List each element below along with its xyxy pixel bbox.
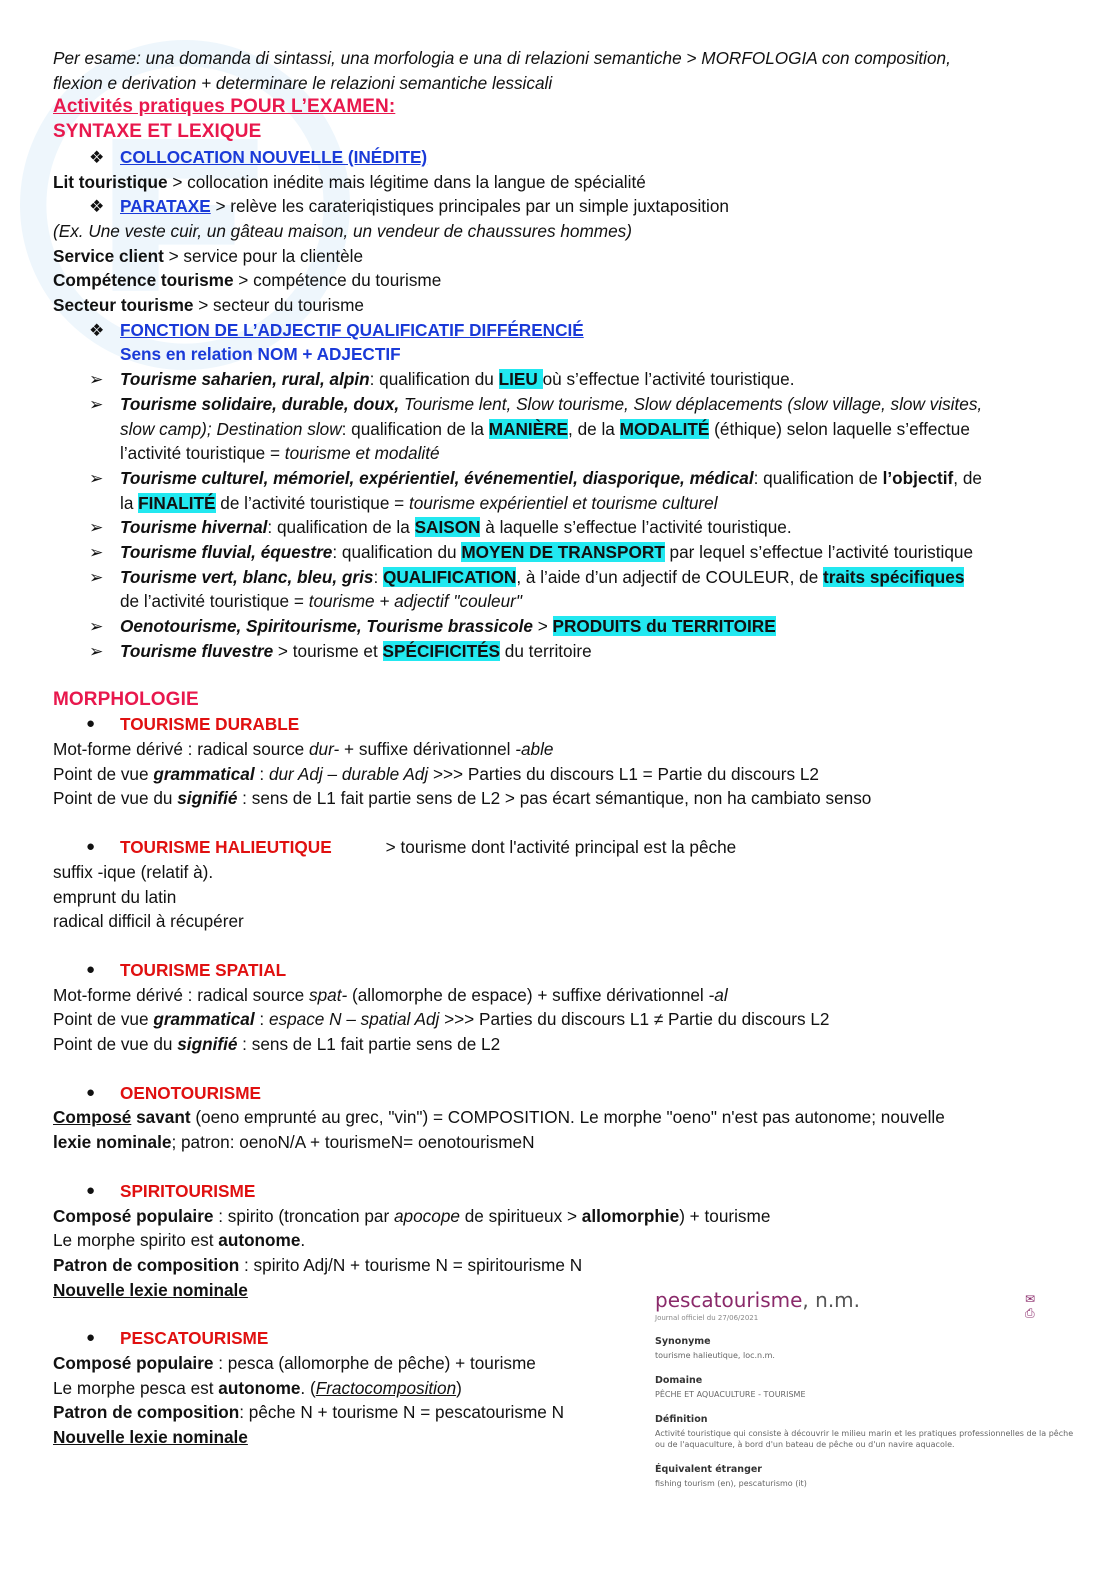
colloc-heading-link[interactable]: COLLOCATION NOUVELLE (INÉDITE): [120, 146, 428, 167]
spatial-heading-row: ● TOURISME SPATIAL: [53, 958, 1063, 983]
fonction-heading-row: [53, 318, 1063, 343]
parataxe-heading-row: ❖ PARATAXE > relève les carateriqistiques principales par un simple juxtaposition: [53, 194, 1063, 219]
durable-line-3: Point de vue du signifié : sens de L1 fait partie sens de L2 > pas écart sémantique, non ha cambiato senso: [53, 788, 872, 809]
spatial-line-1: Mot-forme dérivé : radical source spat- (allomorphe de espace) + suffixe dérivationnel -al: [53, 984, 728, 1005]
halieutique-heading-row: ● TOURISME HALIEUTIQUE > tourisme dont l'activité principal est la pêche: [53, 835, 1063, 860]
oeno-line-2: lexie nominale; patron: oenoN/A + tourismeN= oenotourismeN: [53, 1132, 535, 1153]
parataxe-heading-link[interactable]: PARATAXE: [120, 196, 211, 217]
arrow-bullet-icon: ➢: [89, 566, 104, 587]
arrow-item-produits: ➢ Oenotourisme, Spiritourisme, Tourisme brassicole > PRODUITS du TERRITOIRE: [53, 614, 1063, 639]
arrow-bullet-icon: ➢: [89, 369, 104, 390]
pesca-line-4: Nouvelle lexie nominale: [53, 1427, 248, 1448]
pesca-line-1: Composé populaire : pesca (allomorphe de pêche) + tourisme: [53, 1353, 536, 1374]
card-domaine-value: PÊCHE ET AQUACULTURE - TOURISME: [655, 1390, 806, 1399]
intro-line-1: Per esame: una domanda di sintassi, una morfologia e una di relazioni semantiche > MORFOLOGIA con composition,: [53, 48, 951, 68]
card-synonyme-value: tourisme halieutique, loc.n.m.: [655, 1351, 775, 1360]
spatial-line-3: Point de vue du signifié : sens de L1 fait partie sens de L2: [53, 1034, 501, 1055]
spatial-line-2: Point de vue grammatical : espace N – spatial Adj >>> Parties du discours L1 ≠ Partie du discours L2: [53, 1009, 830, 1030]
arrow-item-couleur: ➢ Tourisme vert, blanc, bleu, gris: QUALIFICATION, à l’aide d’un adjectif de COULEUR, de traits spécifiques de l’activité touristique = tourisme + adjectif "couleur": [89, 566, 965, 612]
spirit-heading-row: ● SPIRITOURISME: [53, 1179, 1063, 1204]
card-equivalent-label: Équivalent étranger: [655, 1464, 762, 1475]
card-domaine-label: Domaine: [655, 1375, 703, 1386]
card-definition-label: Définition: [655, 1414, 708, 1425]
arrow-item-transport: ➢ Tourisme fluvial, équestre: qualification du MOYEN DE TRANSPORT par lequel s’effectue l’activité touristique: [53, 540, 1063, 565]
fonction-sub: Sens en relation NOM + ADJECTIF: [120, 344, 401, 365]
arrow-bullet-icon: ➢: [89, 616, 104, 637]
dictionary-card: [655, 1288, 1075, 1489]
dot-bullet-icon: ●: [86, 1083, 96, 1101]
diamond-bullet-icon: ❖: [89, 196, 105, 217]
document-body: [53, 46, 1063, 1450]
dot-bullet-icon: ●: [86, 715, 96, 733]
parataxe-item: Compétence tourisme > compétence du tourisme: [53, 270, 442, 291]
arrow-bullet-icon: ➢: [89, 467, 104, 488]
parataxe-example: (Ex. Une veste cuir, un gâteau maison, un vendeur de chaussures hommes): [53, 220, 632, 241]
spirit-line-3: Patron de composition : spirito Adj/N + tourisme N = spiritourisme N: [53, 1254, 583, 1275]
card-source: Journal officiel du 27/06/2021: [655, 1314, 759, 1322]
parataxe-item: Secteur tourisme > secteur du tourisme: [53, 295, 364, 316]
card-definition-value: Activité touristique qui consiste à découvrir le milieu marin et les pratiques professionnelles de la pêche ou de l'aquaculture, à bord d'un bateau de pêche ou d'un navire aquacole.: [655, 1429, 1074, 1449]
durable-heading-row: ● TOURISME DURABLE: [53, 712, 1063, 737]
arrow-item-lieu: ➢ Tourisme saharien, rural, alpin: qualification du LIEU où s’effectue l’activité touristique.: [53, 367, 1063, 392]
pesca-heading-row: ● PESCATOURISME: [53, 1326, 1063, 1351]
halieutique-line-3: radical difficil à récupérer: [53, 911, 244, 932]
dot-bullet-icon: ●: [86, 960, 96, 978]
oeno-heading-row: ● OENOTOURISME: [53, 1081, 1063, 1106]
parataxe-item: Service client > service pour la clientèle: [53, 245, 364, 266]
pesca-line-2: Le morphe pesca est autonome. (Fractocomposition): [53, 1377, 462, 1398]
durable-line-1: Mot-forme dérivé : radical source dur- + suffixe dérivationnel -able: [53, 738, 554, 759]
colloc-example: Lit touristique > collocation inédite mais légitime dans la langue de spécialité: [53, 171, 646, 192]
card-synonyme-label: Synonyme: [655, 1336, 711, 1347]
arrow-bullet-icon: ➢: [89, 640, 104, 661]
card-equivalent-value: fishing tourism (en), pescaturismo (it): [655, 1479, 807, 1488]
syntaxe-title: SYNTAXE ET LEXIQUE: [53, 121, 262, 143]
spirit-line-1: Composé populaire : spirito (troncation par apocope de spiritueux > allomorphie) + tourisme: [53, 1205, 771, 1226]
dot-bullet-icon: ●: [86, 838, 96, 856]
spirit-line-2: Le morphe spirito est autonome.: [53, 1230, 306, 1251]
arrow-bullet-icon: ➢: [89, 393, 104, 414]
spirit-line-4: Nouvelle lexie nominale: [53, 1279, 248, 1300]
halieutique-line-2: emprunt du latin: [53, 886, 177, 907]
oeno-line-1: Composé savant (oeno emprunté au grec, "vin") = COMPOSITION. Le morphe "oeno" n'est pas autonome; nouvelle: [53, 1107, 945, 1128]
mail-print-icon[interactable]: ✉ ⎙: [1025, 1292, 1048, 1320]
colloc-heading-row: [53, 145, 1063, 170]
fonction-heading-link[interactable]: FONCTION DE L’ADJECTIF QUALIFICATIF DIFFÉRENCIÉ: [120, 319, 584, 340]
arrow-item-specificites: ➢ Tourisme fluvestre > tourisme et SPÉCIFICITÉS du territoire: [53, 639, 1063, 664]
arrow-bullet-icon: ➢: [89, 517, 104, 538]
arrow-item-finalite: ➢ Tourisme culturel, mémoriel, expérientiel, événementiel, diasporique, médical: qualification de l’objectif, de la FINALITÉ de l’activité touristique = tourisme expérientiel et tourisme culturel: [89, 467, 982, 513]
pesca-line-3: Patron de composition: pêche N + tourisme N = pescatourisme N: [53, 1402, 565, 1423]
halieutique-line-1: suffix -ique (relatif à).: [53, 861, 214, 882]
dot-bullet-icon: ●: [86, 1329, 96, 1347]
activites-title: Activités pratiques POUR L’EXAMEN:: [53, 96, 396, 118]
diamond-bullet-icon: ❖: [89, 146, 105, 167]
intro-line-2: flexion e derivation + determinare le relazioni semantiche lessicali: [53, 72, 553, 93]
morpho-title: MORPHOLOGIE: [53, 688, 199, 710]
arrow-item-saison: ➢ Tourisme hivernal: qualification de la SAISON à laquelle s’effectue l’activité touristique.: [53, 515, 1063, 540]
diamond-bullet-icon: ❖: [89, 319, 105, 340]
card-title: pescatourisme, n.m.: [655, 1288, 861, 1312]
arrow-bullet-icon: ➢: [89, 542, 104, 563]
durable-line-2: Point de vue grammatical : dur Adj – durable Adj >>> Parties du discours L1 = Partie du discours L2: [53, 763, 819, 784]
arrow-item-maniere: ➢ Tourisme solidaire, durable, doux, Tourisme lent, Slow tourisme, Slow déplacements (slow village, slow visites, slow camp); Destination slow: qualification de la MANIÈRE, de la MODALITÉ (éthique) selon laquelle s’effectue l’activité touristique = tourisme et modalité: [89, 393, 983, 464]
dot-bullet-icon: ●: [86, 1181, 96, 1199]
